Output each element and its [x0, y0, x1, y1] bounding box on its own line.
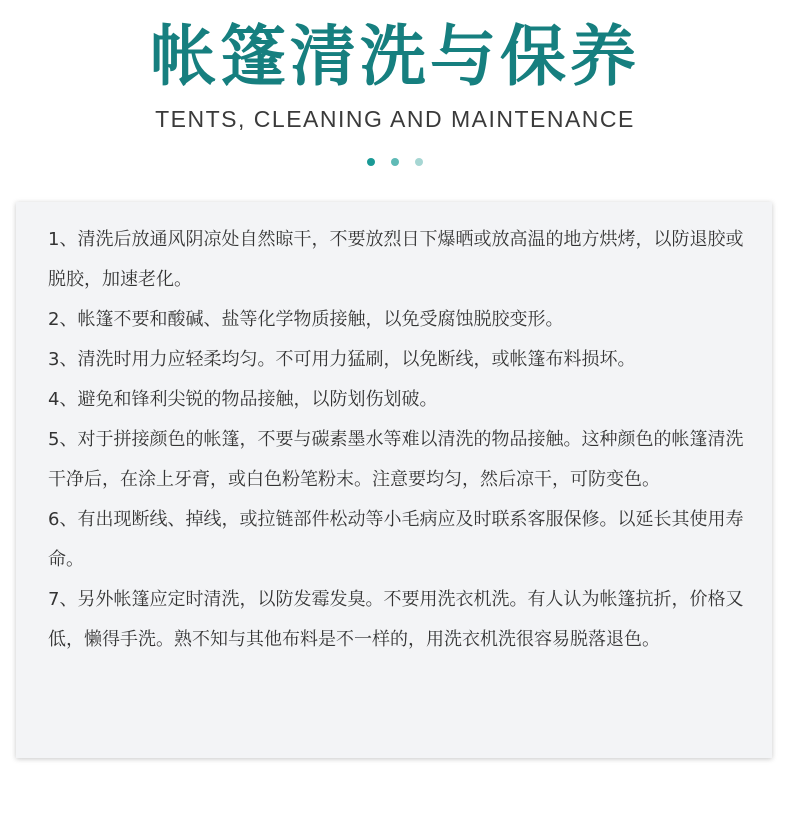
- instruction-item-7: 7、另外帐篷应定时清洗，以防发霉发臭。不要用洗衣机洗。有人认为帐篷抗折，价格又低，懒得手洗。熟不知与其他布料是不一样的，用洗衣机洗很容易脱落退色。: [48, 589, 744, 650]
- instruction-item-6: 6、有出现断线、掉线，或拉链部件松动等小毛病应及时联系客服保修。以延长其使用寿命。: [48, 509, 744, 570]
- page-title: 帐篷清洗与保养: [150, 18, 640, 95]
- instructions-panel: [16, 202, 772, 758]
- dot-icon: [415, 158, 423, 166]
- instruction-item-2: 2、帐篷不要和酸碱、盐等化学物质接触，以免受腐蚀脱胶变形。: [48, 309, 564, 330]
- instruction-item-3: 3、清洗时用力应轻柔均匀。不可用力猛刷，以免断线，或帐篷布料损坏。: [48, 349, 636, 370]
- instructions-list: [48, 220, 748, 660]
- instruction-item-4: 4、避免和锋利尖锐的物品接触，以防划伤划破。: [48, 389, 438, 410]
- instruction-item-1: 1、清洗后放通风阴凉处自然晾干，不要放烈日下爆晒或放高温的地方烘烤，以防退胶或脱胶，加速老化。: [48, 229, 744, 290]
- instruction-item-5: 5、对于拼接颜色的帐篷，不要与碳素墨水等难以清洗的物品接触。这种颜色的帐篷清洗干净后，在涂上牙膏，或白色粉笔粉末。注意要均匀，然后凉干，可防变色。: [48, 429, 744, 490]
- dot-icon: [367, 158, 375, 166]
- decorative-dots: [0, 158, 790, 166]
- dot-icon: [391, 158, 399, 166]
- page-subtitle: TENTS, CLEANING AND MAINTENANCE: [155, 106, 635, 132]
